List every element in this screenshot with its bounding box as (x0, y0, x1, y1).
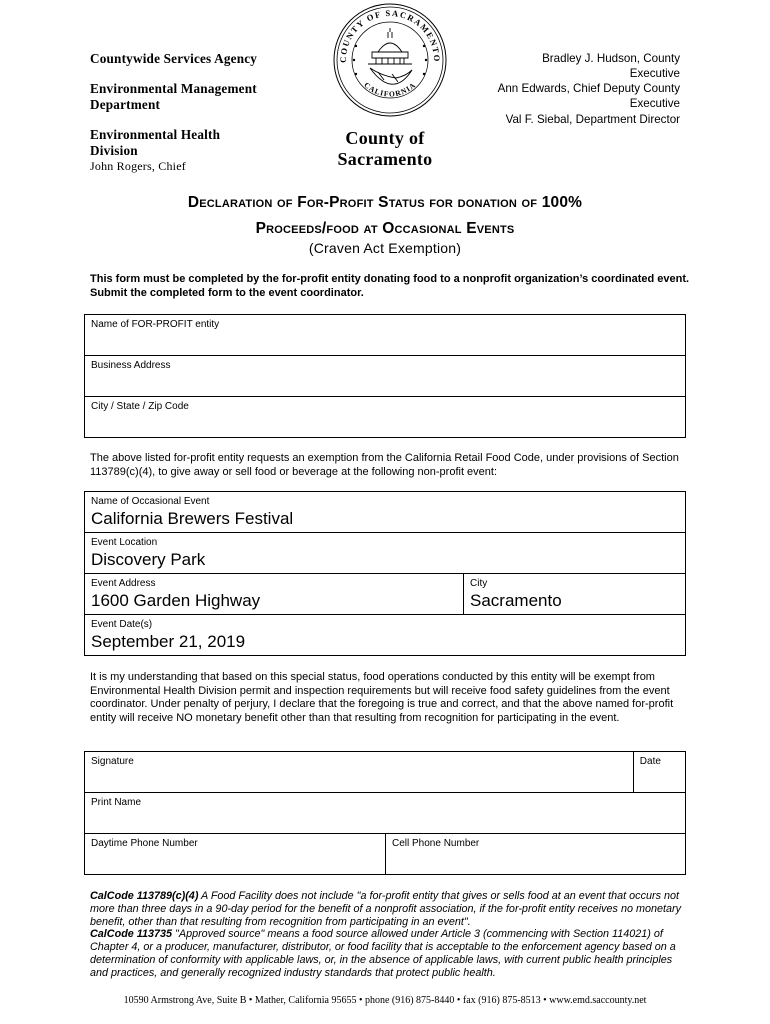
form-instructions: This form must be completed by the for-profit entity donating food to a nonprofit organization’s coordinated event. Submit the completed form to the event coordinator. (90, 273, 690, 299)
city-state-zip-label: City / State / Zip Code (91, 401, 189, 412)
deputy-line-2: Executive (629, 97, 680, 110)
daytime-phone-label: Daytime Phone Number (91, 838, 198, 849)
event-name-label: Name of Occasional Event (91, 496, 210, 507)
chief-name: John Rogers, Chief (90, 159, 186, 173)
exemption-request-text: The above listed for-profit entity requests an exemption from the California Retail Food Code, under provisions of Section 113789(c)(4), to give away or sell food or beverage at the following non-profit event: (90, 452, 679, 478)
entity-name-label: Name of FOR-PROFIT entity (91, 319, 220, 330)
cell-phone-label: Cell Phone Number (392, 838, 480, 849)
business-address-label: Business Address (91, 360, 171, 371)
county-seal (332, 2, 448, 118)
agency-name: Countywide Services Agency (90, 51, 258, 66)
signature-label: Signature (91, 756, 134, 767)
chief-deputy-executive (460, 81, 680, 111)
daytime-phone-field[interactable] (85, 834, 386, 875)
event-address-field[interactable] (85, 574, 464, 615)
seal-bottom-text: CALIFORNIA (362, 80, 418, 99)
department-name (90, 81, 257, 113)
footer-contact: 10590 Armstrong Ave, Suite B • Mather, California 95655 • phone (916) 875-8440 • fax (916) 875-8513 • www.emd.saccounty.net (123, 995, 647, 1006)
entity-info-table (84, 314, 686, 438)
date-field[interactable] (633, 752, 685, 793)
calcode-113735-ref: CalCode 113735 (90, 928, 173, 941)
signature-table (84, 751, 686, 875)
event-city-value: Sacramento (470, 591, 562, 610)
event-dates-value: September 21, 2019 (91, 632, 246, 651)
calcode-notes (90, 890, 690, 980)
seal-top-text: COUNTY OF SACRAMENTO (337, 7, 443, 63)
calcode-113735-text: "Approved source" means a food source allowed under Article 3 (commencing with Section 114021) of Chapter 4, or a producer, manufacturer, distributor, or food facility that is acceptable to the enforcement agency based on a determination of conformity with applicable laws, or, in the absence of applicable laws, with current public health principles and practices, and generally recognized industry standards that protect public health. (90, 928, 676, 979)
event-city-field[interactable] (464, 574, 686, 615)
division-line-2: Division (90, 143, 138, 158)
department-line-1: Environmental Management (90, 81, 257, 96)
department-line-2: Department (90, 97, 161, 112)
event-location-label: Event Location (91, 537, 158, 548)
county-executive (460, 51, 680, 81)
executive-line-2: Executive (629, 67, 680, 80)
form-title-line-1: Declaration of For-Profit Status for donation of 100% (187, 194, 583, 211)
county-name (300, 128, 470, 170)
event-address-value: 1600 Garden Highway (91, 591, 261, 610)
event-city-label: City (470, 578, 488, 589)
division-name (90, 127, 220, 159)
event-name-field[interactable] (85, 492, 686, 533)
signature-field[interactable] (85, 752, 634, 793)
form-title-line-2: Proceeds/food at Occasional Events (255, 220, 515, 237)
event-address-label: Event Address (91, 578, 156, 589)
cell-phone-field[interactable] (386, 834, 686, 875)
event-name-value: California Brewers Festival (91, 509, 294, 528)
event-location-value: Discovery Park (91, 550, 206, 569)
event-info-table (84, 491, 686, 656)
form-subtitle: (Craven Act Exemption) (308, 240, 462, 256)
county-line-1: County of (345, 128, 425, 148)
print-name-field[interactable] (85, 793, 686, 834)
event-dates-field[interactable] (85, 615, 686, 656)
department-director: Val F. Siebal, Department Director (505, 113, 680, 126)
calcode-113789-ref: CalCode 113789(c)(4) (90, 890, 199, 902)
event-dates-label: Event Date(s) (91, 619, 153, 630)
division-line-1: Environmental Health (90, 127, 221, 142)
calcode-113789-text: A Food Facility does not include "a for-profit entity that gives or sells food at an event that occurs not more than three days in a 90-day period for the benefit of a nonprofit association, if the for-profit entity receives no monetary benefit, other than that resulting from recognition from participating in an event". (90, 890, 681, 928)
declaration-text: It is my understanding that based on this special status, food operations conducted by this entity will be exempt from Environmental Health Division permit and inspection requirements but will receive food safety guidelines from the event coordinator. Under penalty of perjury, I declare that the foregoing is true and correct, and that the above named for-profit entity will receive NO monetary benefit other than that resulting from recognition for participating in the event. (90, 671, 674, 724)
entity-name-field[interactable] (85, 315, 686, 356)
event-location-field[interactable] (85, 533, 686, 574)
deputy-line-1: Ann Edwards, Chief Deputy County (497, 82, 680, 95)
county-line-2: Sacramento (337, 149, 433, 169)
business-address-field[interactable] (85, 356, 686, 397)
executive-line-1: Bradley J. Hudson, County (542, 52, 680, 65)
print-name-label: Print Name (91, 797, 142, 808)
date-label: Date (639, 756, 661, 767)
city-state-zip-field[interactable] (85, 397, 686, 438)
